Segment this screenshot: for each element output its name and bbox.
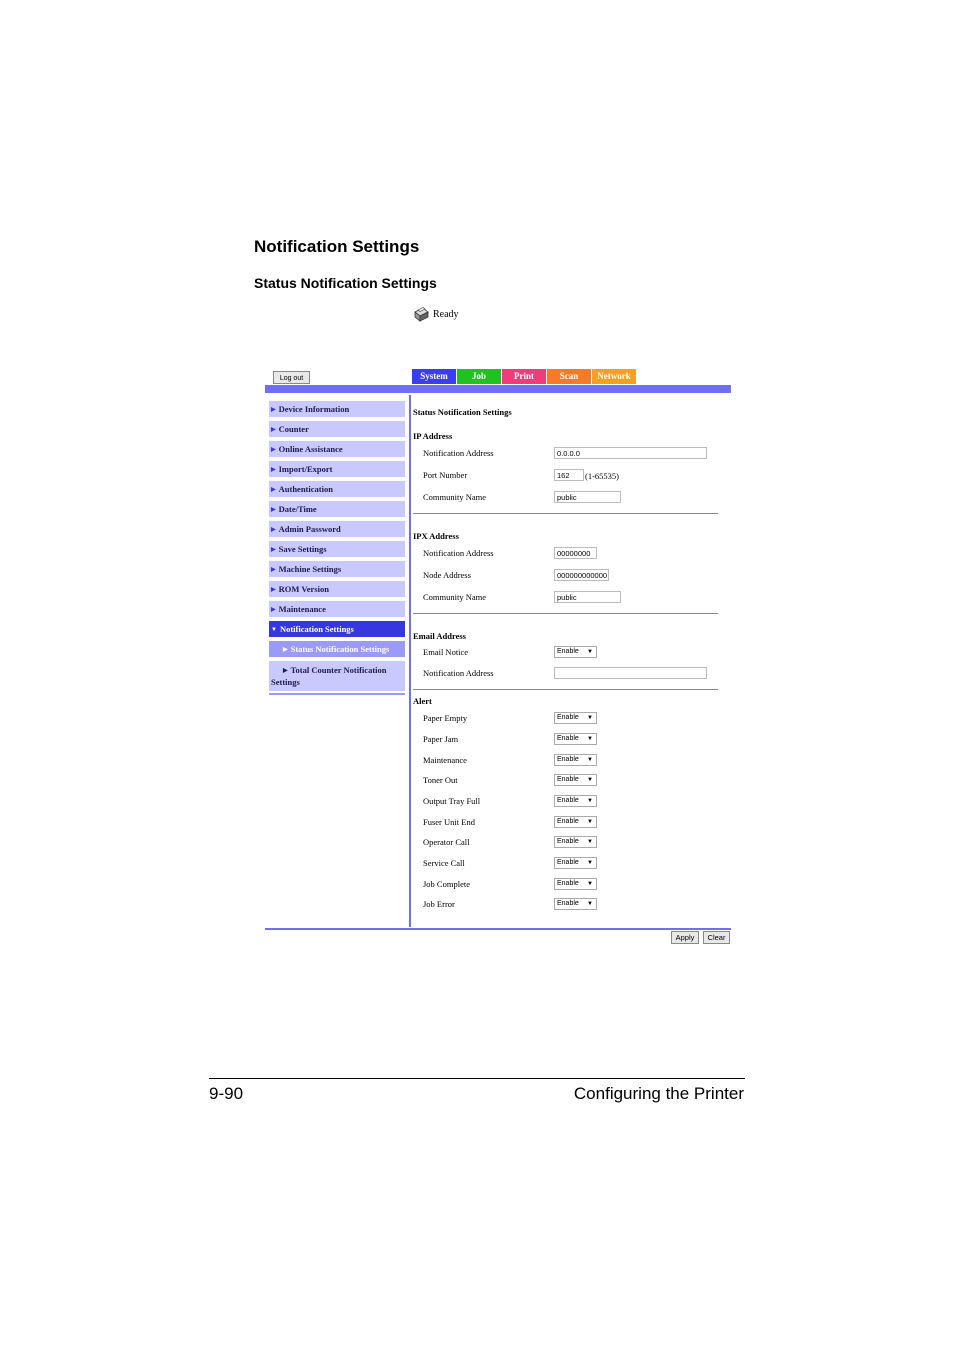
triangle-right-icon: ▶ xyxy=(271,587,276,594)
triangle-right-icon: ▶ xyxy=(271,607,276,614)
ipx-notification-address-label: Notification Address xyxy=(423,548,494,558)
dropdown-arrow-icon: ▼ xyxy=(587,839,593,845)
sidebar xyxy=(269,401,405,695)
ip-notification-address-input[interactable]: 0.0.0.0 xyxy=(554,447,707,459)
sidebar-item-authentication[interactable]: ▶ Authentication xyxy=(269,481,405,497)
email-notice-select[interactable]: Enable ▼ xyxy=(554,646,597,658)
dropdown-arrow-icon: ▼ xyxy=(587,901,593,907)
footer-bar xyxy=(265,928,731,930)
alert-service-call-select[interactable]: Enable ▼ xyxy=(554,857,597,869)
ipx-community-name-input[interactable]: public xyxy=(554,591,621,603)
triangle-right-icon: ▶ xyxy=(271,527,276,534)
clear-button[interactable]: Clear xyxy=(703,931,730,944)
alert-section-title: Alert xyxy=(413,696,432,706)
ipx-community-name-label: Community Name xyxy=(423,592,487,602)
email-notification-address-label: Notification Address xyxy=(423,668,494,678)
chapter-title: Configuring the Printer xyxy=(573,1084,744,1103)
alert-toner-out-select[interactable]: Enable ▼ xyxy=(554,774,597,786)
dropdown-arrow-icon: ▼ xyxy=(587,798,593,804)
alert-job-complete-label: Job Complete xyxy=(423,879,470,889)
alert-maintenance-label: Maintenance xyxy=(423,755,467,765)
ipx-notification-address-input[interactable]: 00000000 xyxy=(554,547,597,559)
email-notice-label: Email Notice xyxy=(423,647,469,657)
section-title: Status Notification Settings xyxy=(254,275,437,291)
page-title: Notification Settings xyxy=(254,237,420,256)
alert-toner-out-label: Toner Out xyxy=(423,775,458,785)
triangle-right-icon: ▶ xyxy=(271,567,276,574)
tab-scan[interactable]: Scan xyxy=(547,369,591,384)
tab-network[interactable]: Network xyxy=(592,369,636,384)
alert-output-tray-full-select[interactable]: Enable ▼ xyxy=(554,795,597,807)
triangle-right-icon: ▶ xyxy=(271,427,276,434)
alert-job-complete-select[interactable]: Enable ▼ xyxy=(554,878,597,890)
alert-paper-empty-select[interactable]: Enable ▼ xyxy=(554,712,597,724)
main-tabs xyxy=(412,369,637,384)
dropdown-arrow-icon: ▼ xyxy=(587,881,593,887)
sidebar-item-counter[interactable]: ▶ Counter xyxy=(269,421,405,437)
sidebar-divider xyxy=(269,693,405,695)
dropdown-arrow-icon: ▼ xyxy=(587,777,593,783)
triangle-right-icon: ▶ xyxy=(271,547,276,554)
vertical-divider xyxy=(409,395,411,927)
dropdown-arrow-icon: ▼ xyxy=(587,757,593,763)
alert-operator-call-label: Operator Call xyxy=(423,837,470,847)
ipx-section-title: IPX Address xyxy=(413,531,459,541)
ip-community-name-label: Community Name xyxy=(423,492,487,502)
sidebar-item-notification-settings[interactable]: ▼ Notification Settings xyxy=(269,621,405,637)
port-number-input[interactable]: 162 xyxy=(554,469,584,481)
triangle-down-icon: ▼ xyxy=(271,627,277,634)
triangle-right-icon: ▶ xyxy=(283,647,288,654)
alert-paper-jam-select[interactable]: Enable ▼ xyxy=(554,733,597,745)
dropdown-arrow-icon: ▼ xyxy=(587,649,593,655)
sidebar-subitem-status-notification[interactable]: ▶ Status Notification Settings xyxy=(269,641,405,657)
logout-button[interactable]: Log out xyxy=(273,371,310,384)
device-status xyxy=(412,304,459,324)
triangle-right-icon: ▶ xyxy=(271,487,276,494)
printer-icon xyxy=(412,305,430,323)
alert-operator-call-select[interactable]: Enable ▼ xyxy=(554,836,597,848)
triangle-right-icon: ▶ xyxy=(271,407,276,414)
alert-maintenance-select[interactable]: Enable ▼ xyxy=(554,754,597,766)
sidebar-item-import-export[interactable]: ▶ Import/Export xyxy=(269,461,405,477)
ip-section-title: IP Address xyxy=(413,431,453,441)
sidebar-item-online-assistance[interactable]: ▶ Online Assistance xyxy=(269,441,405,457)
sidebar-item-maintenance[interactable]: ▶ Maintenance xyxy=(269,601,405,617)
ip-notification-address-label: Notification Address xyxy=(423,448,494,458)
sidebar-item-admin-password[interactable]: ▶ Admin Password xyxy=(269,521,405,537)
node-address-label: Node Address xyxy=(423,570,471,580)
dropdown-arrow-icon: ▼ xyxy=(587,819,593,825)
status-text: Ready xyxy=(433,308,459,320)
email-section-title: Email Address xyxy=(413,631,466,641)
port-number-label: Port Number xyxy=(423,470,468,480)
sidebar-item-device-information[interactable]: ▶ Device Information xyxy=(269,401,405,417)
triangle-right-icon: ▶ xyxy=(271,467,276,474)
sidebar-subitem-total-counter-notification[interactable]: ▶ Total Counter Notification Settings xyxy=(269,661,405,691)
tab-print[interactable]: Print xyxy=(502,369,546,384)
tab-job[interactable]: Job xyxy=(457,369,501,384)
section-divider xyxy=(413,513,718,514)
triangle-right-icon: ▶ xyxy=(283,667,288,674)
footer-rule xyxy=(209,1078,745,1079)
section-divider xyxy=(413,613,718,614)
dropdown-arrow-icon: ▼ xyxy=(587,736,593,742)
triangle-right-icon: ▶ xyxy=(271,447,276,454)
sidebar-item-rom-version[interactable]: ▶ ROM Version xyxy=(269,581,405,597)
section-divider xyxy=(413,689,718,690)
dropdown-arrow-icon: ▼ xyxy=(587,860,593,866)
alert-job-error-label: Job Error xyxy=(423,899,455,909)
apply-button[interactable]: Apply xyxy=(671,931,699,944)
sidebar-item-machine-settings[interactable]: ▶ Machine Settings xyxy=(269,561,405,577)
email-notification-address-input[interactable] xyxy=(554,667,707,679)
alert-paper-empty-label: Paper Empty xyxy=(423,713,468,723)
alert-fuser-unit-end-select[interactable]: Enable ▼ xyxy=(554,816,597,828)
form-title: Status Notification Settings xyxy=(413,407,512,417)
header-bar xyxy=(265,385,731,393)
triangle-right-icon: ▶ xyxy=(271,507,276,514)
alert-service-call-label: Service Call xyxy=(423,858,465,868)
tab-system[interactable]: System xyxy=(412,369,456,384)
sidebar-item-save-settings[interactable]: ▶ Save Settings xyxy=(269,541,405,557)
alert-job-error-select[interactable]: Enable ▼ xyxy=(554,898,597,910)
sidebar-item-date-time[interactable]: ▶ Date/Time xyxy=(269,501,405,517)
alert-paper-jam-label: Paper Jam xyxy=(423,734,459,744)
node-address-input[interactable]: 000000000000 xyxy=(554,569,609,581)
port-range-hint: (1-65535) xyxy=(585,471,619,481)
dropdown-arrow-icon: ▼ xyxy=(587,715,593,721)
ip-community-name-input[interactable]: public xyxy=(554,491,621,503)
alert-output-tray-full-label: Output Tray Full xyxy=(423,796,481,806)
alert-fuser-unit-end-label: Fuser Unit End xyxy=(423,817,475,827)
page-number: 9-90 xyxy=(209,1084,244,1103)
